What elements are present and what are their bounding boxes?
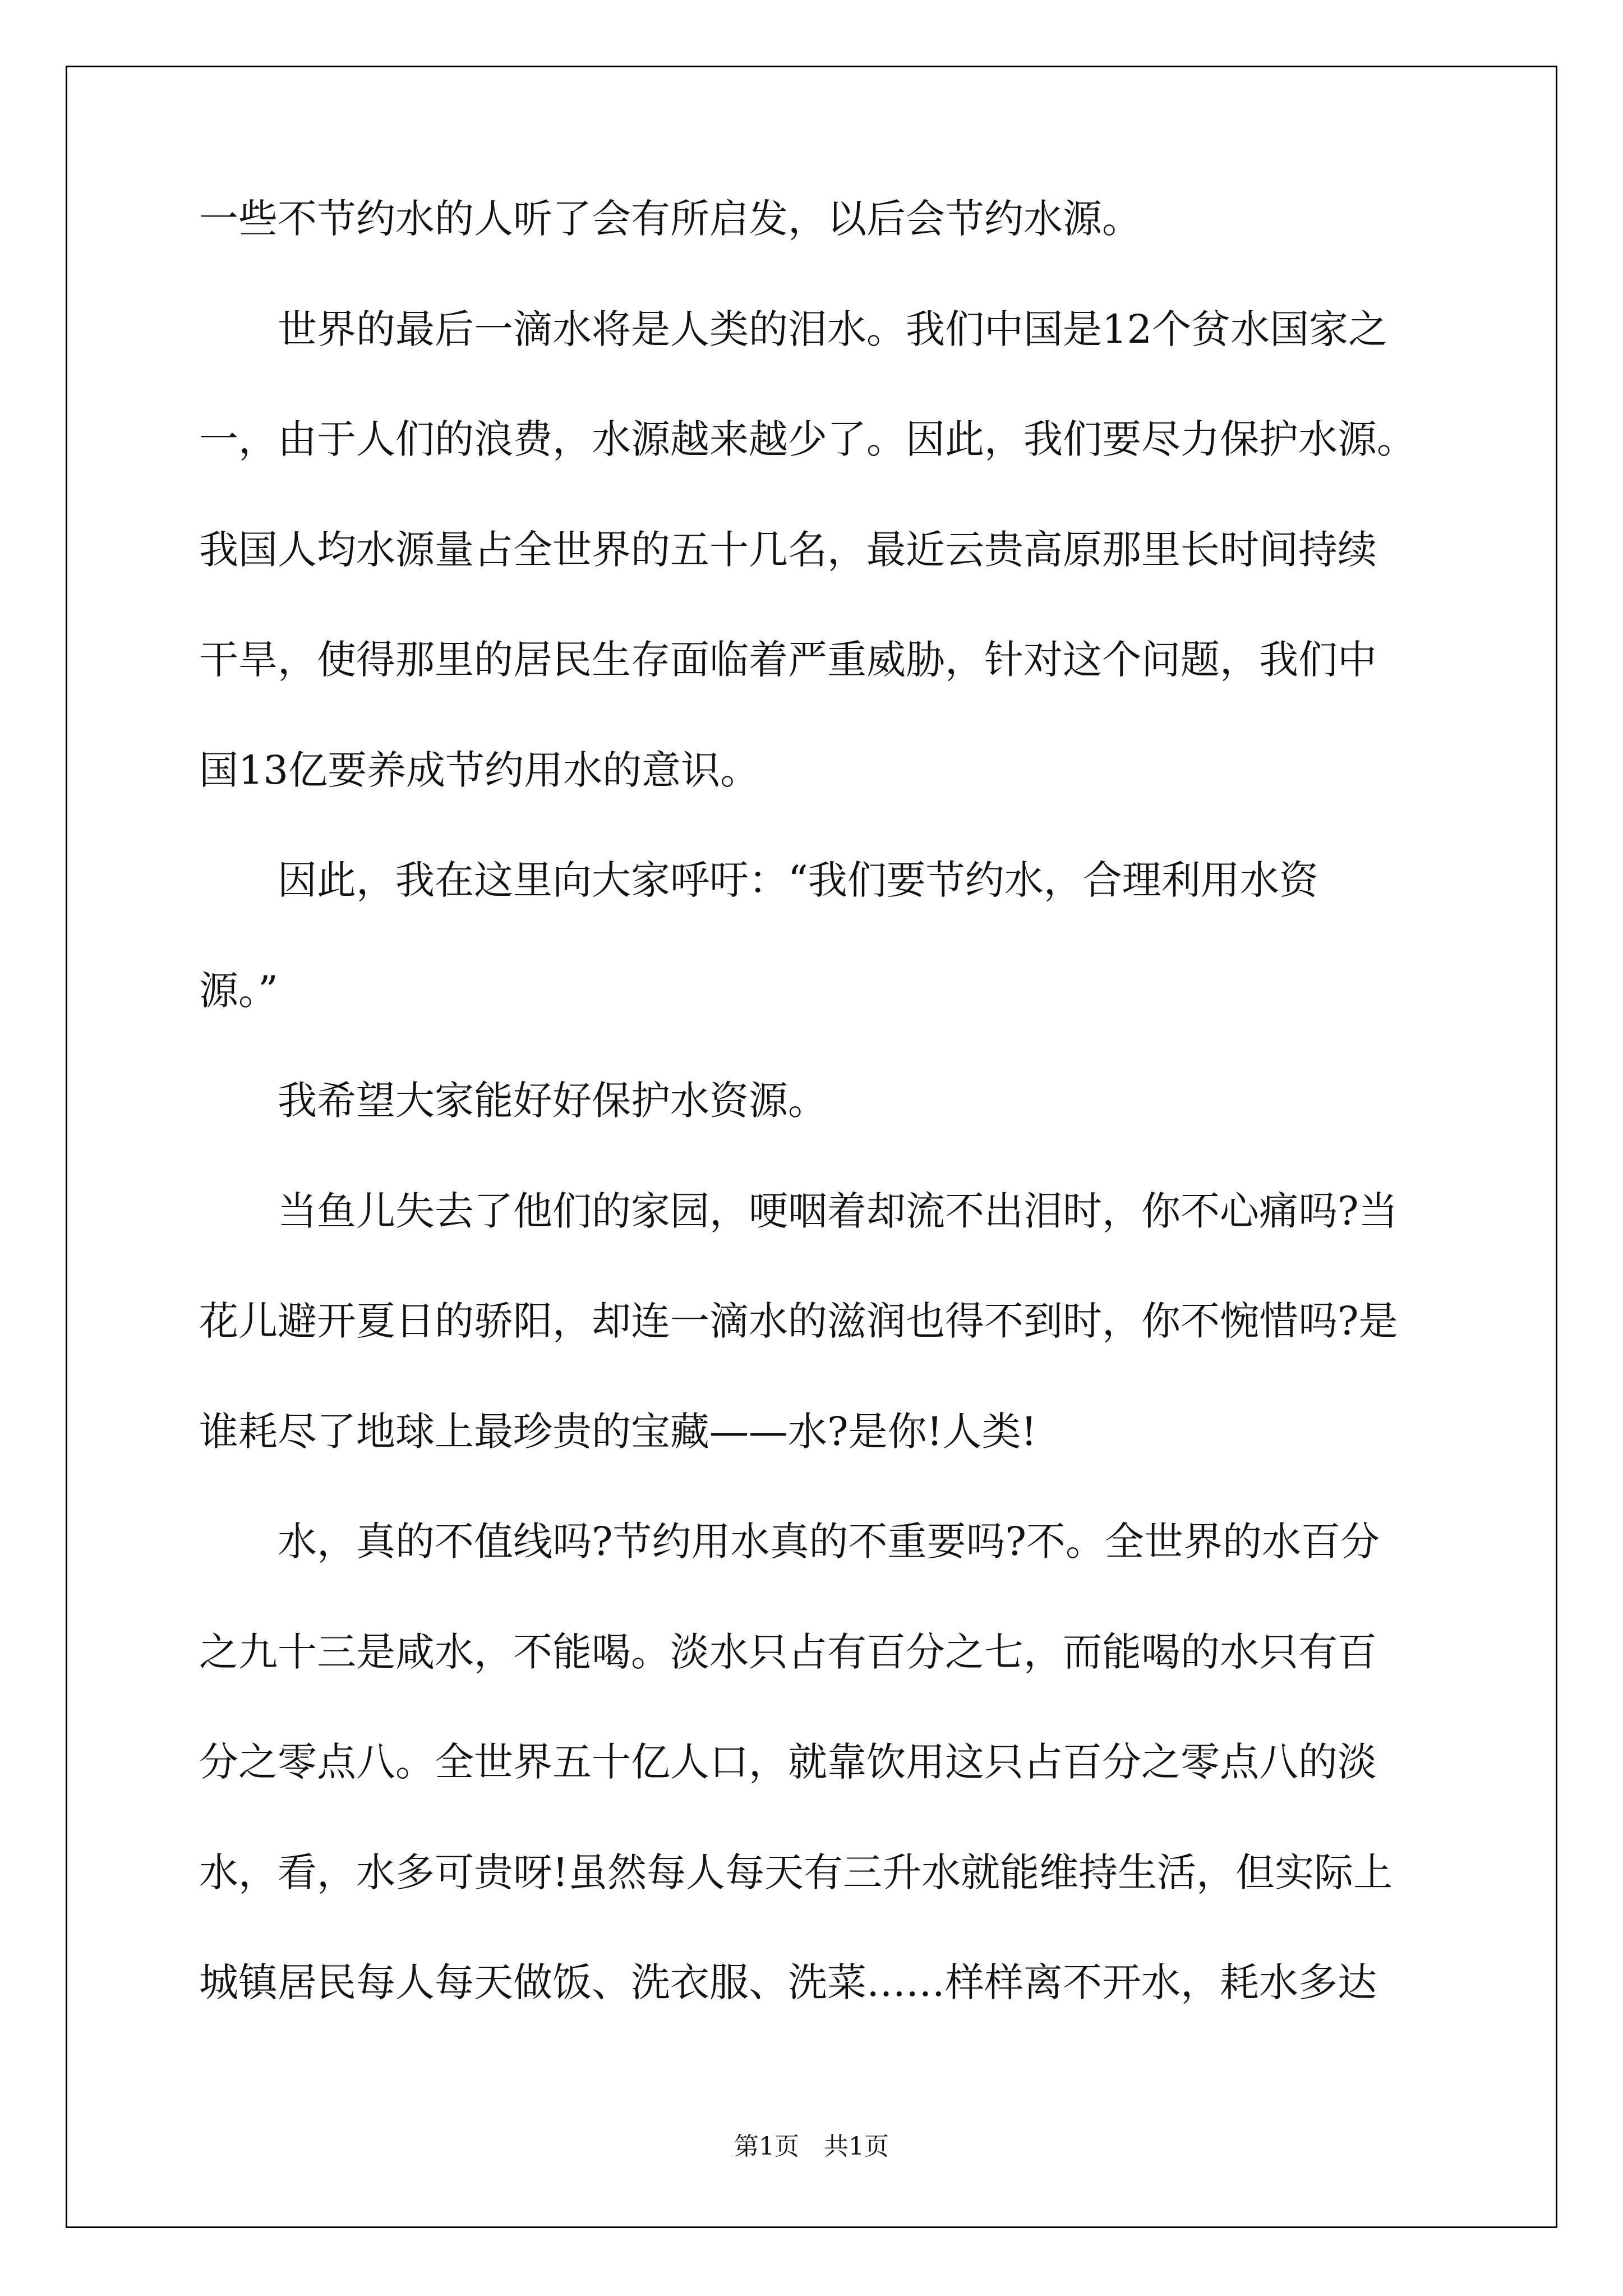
text-line: 当鱼儿失去了他们的家园，哽咽着却流不出泪时，你不心痛吗?当 [199, 1188, 1398, 1234]
text-line: 世界的最后一滴水将是人类的泪水。我们中国是12个贫水国家之 [199, 306, 1388, 352]
text-line: 之九十三是咸水，不能喝。淡水只占有百分之七，而能喝的水只有百 [199, 1628, 1377, 1675]
text-line: 城镇居民每人每天做饭、洗衣服、洗菜……样样离不开水，耗水多达 [199, 1959, 1377, 2005]
text-line: 一些不节约水的人听了会有所启发，以后会节约水源。 [199, 196, 1141, 242]
page-border [66, 66, 1557, 2228]
text-line: 谁耗尽了地球上最珍贵的宝藏——水?是你!人类! [199, 1408, 1037, 1455]
text-line: 干旱，使得那里的居民生存面临着严重威胁，针对这个问题，我们中 [199, 637, 1377, 683]
text-line: 水，看，水多可贵呀!虽然每人每天有三升水就能维持生活，但实际上 [199, 1849, 1393, 1895]
text-line: 因此，我在这里向大家呼吁：“我们要节约水，合理利用水资 [199, 857, 1318, 903]
text-line: 我国人均水源量占全世界的五十几名，最近云贵高原那里长时间持续 [199, 526, 1377, 573]
text-line: 花儿避开夏日的骄阳，却连一滴水的滋润也得不到时，你不惋惜吗?是 [199, 1298, 1398, 1344]
text-line: 分之零点八。全世界五十亿人口，就靠饮用这只占百分之零点八的淡 [199, 1739, 1377, 1785]
text-line: 水，真的不值线吗?节约用水真的不重要吗?不。全世界的水百分 [199, 1519, 1380, 1565]
text-line: 源。” [199, 967, 278, 1014]
text-line: 一，由于人们的浪费，水源越来越少了。因此，我们要尽力保护水源。 [199, 416, 1416, 462]
page-number-footer: 第1页 共1页 [734, 2132, 889, 2161]
text-line: 我希望大家能好好保护水资源。 [199, 1078, 827, 1124]
text-line: 国13亿要养成节约用水的意识。 [199, 747, 760, 793]
